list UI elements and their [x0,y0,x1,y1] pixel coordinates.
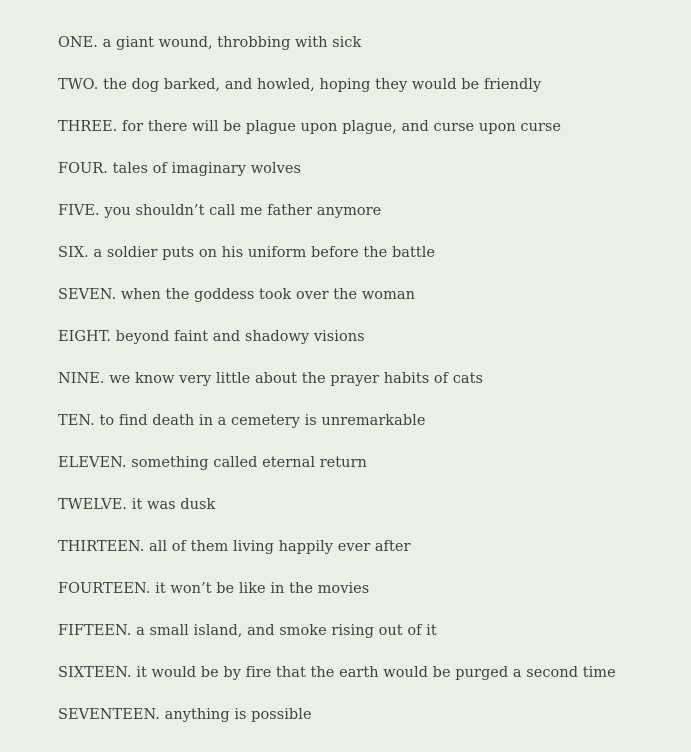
line-number: FOURTEEN. [58,581,151,597]
line-number: TWO. [58,77,99,93]
line-text: for there will be plague upon plague, and curse upon curse [121,119,562,135]
line-text: a giant wound, throbbing with sick [102,35,362,51]
line-number: ELEVEN. [58,455,127,471]
list-item [58,400,691,442]
list-item [58,694,691,736]
list-item [58,148,691,190]
list-item [58,106,691,148]
line-text: the dog barked, and howled, hoping they would be friendly [103,77,542,93]
list-item [58,526,691,568]
line-text: when the goddess took over the woman [120,287,415,303]
line-text: it was dusk [131,497,216,513]
numbered-line-list [0,22,691,736]
line-number: SEVENTEEN. [58,707,160,723]
line-number: EIGHT. [58,329,111,345]
list-item [58,568,691,610]
line-text: tales of imaginary wolves [112,161,301,177]
line-number: SIXTEEN. [58,665,132,681]
line-text: a small island, and smoke rising out of it [136,623,437,639]
list-item [58,232,691,274]
line-text: a soldier puts on his uniform before the battle [93,245,436,261]
list-item [58,64,691,106]
line-text: you shouldn’t call me father anymore [104,203,382,219]
list-item [58,358,691,400]
line-number: NINE. [58,371,105,387]
line-text: all of them living happily ever after [149,539,411,555]
line-text: it won’t be like in the movies [155,581,370,597]
line-number: THIRTEEN. [58,539,145,555]
line-number: SEVEN. [58,287,117,303]
line-number: TEN. [58,413,95,429]
list-item [58,442,691,484]
list-item [58,190,691,232]
line-number: FIVE. [58,203,100,219]
list-item [58,22,691,64]
list-item [58,274,691,316]
line-number: TWELVE. [58,497,128,513]
line-text: something called eternal return [131,455,367,471]
line-text: it would be by fire that the earth would be purged a second time [136,665,616,681]
line-number: ONE. [58,35,98,51]
line-number: FOUR. [58,161,108,177]
list-item [58,484,691,526]
line-number: FIFTEEN. [58,623,132,639]
line-text: we know very little about the prayer habits of cats [109,371,483,387]
line-text: to find death in a cemetery is unremarkable [99,413,426,429]
list-item [58,610,691,652]
line-text: beyond faint and shadowy visions [115,329,365,345]
line-number: THREE. [58,119,118,135]
line-number: SIX. [58,245,89,261]
list-item [58,652,691,694]
list-item [58,316,691,358]
line-text: anything is possible [164,707,312,723]
